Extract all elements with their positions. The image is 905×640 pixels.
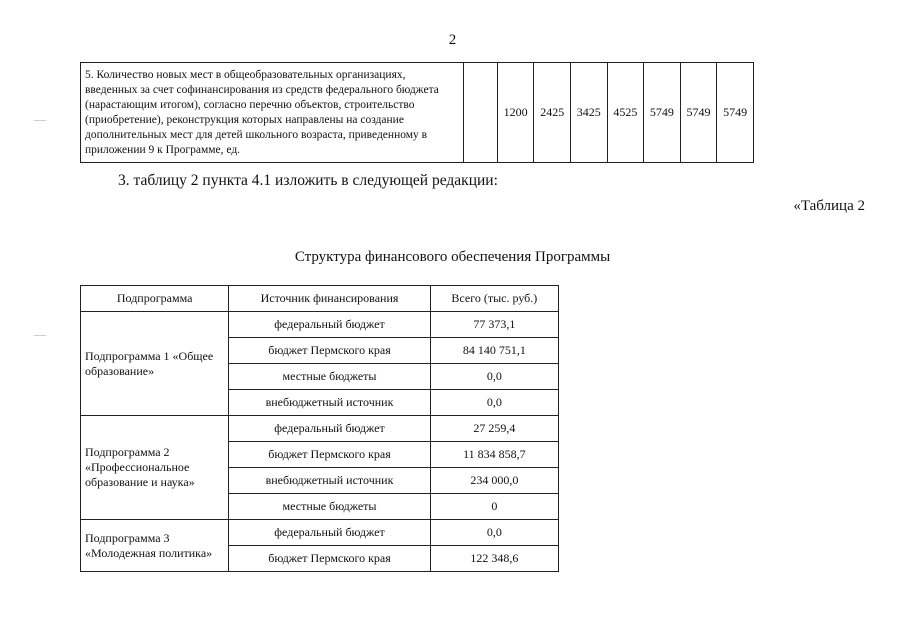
column-header: Подпрограмма: [81, 286, 229, 312]
funding-source: внебюджетный источник: [229, 390, 430, 416]
subprogram-name: Подпрограмма 2 «Профессиональное образование и наука»: [81, 416, 229, 520]
funding-source: федеральный бюджет: [229, 312, 430, 338]
financing-table: [80, 285, 559, 572]
table-row: [81, 520, 559, 546]
indicator-value: 3425: [570, 63, 607, 163]
funding-total: 11 834 858,7: [430, 442, 558, 468]
funding-total: 0,0: [430, 364, 558, 390]
funding-source: местные бюджеты: [229, 494, 430, 520]
column-header: Всего (тыс. руб.): [430, 286, 558, 312]
funding-total: 234 000,0: [430, 468, 558, 494]
indicator-description: 5. Количество новых мест в общеобразовательных организациях, введенных за счет софинансирования из средств федерального бюджета (нарастающим итогом), согласно перечню объектов, строительство (приобретение), реконструкция которых направлены на создание дополнительных мест для детей школьного возраста, приведенному в приложении 9 к Программе, ед.: [81, 63, 464, 163]
funding-total: 0: [430, 494, 558, 520]
funding-total: 0,0: [430, 390, 558, 416]
funding-source: федеральный бюджет: [229, 520, 430, 546]
table-header-row: [81, 286, 559, 312]
table-reference: «Таблица 2: [793, 198, 865, 214]
indicator-value: 5749: [680, 63, 717, 163]
scan-margin-mark: [34, 120, 46, 121]
page-number: 2: [448, 32, 457, 48]
subprogram-name: Подпрограмма 1 «Общее образование»: [81, 312, 229, 416]
table-row: [81, 63, 754, 163]
funding-total: 0,0: [430, 520, 558, 546]
indicator-value: 2425: [534, 63, 571, 163]
indicator-table: [80, 62, 754, 163]
scan-margin-mark: [34, 335, 46, 336]
table-heading: Структура финансового обеспечения Программы: [294, 249, 611, 265]
funding-source: федеральный бюджет: [229, 416, 430, 442]
subprogram-name: Подпрограмма 3 «Молодежная политика»: [81, 520, 229, 572]
funding-total: 84 140 751,1: [430, 338, 558, 364]
indicator-value: 5749: [717, 63, 754, 163]
paragraph-text: 3. таблицу 2 пункта 4.1 изложить в следующей редакции:: [118, 172, 498, 189]
table-row: [81, 416, 559, 442]
table-row: [81, 312, 559, 338]
funding-source: внебюджетный источник: [229, 468, 430, 494]
column-header: Источник финансирования: [229, 286, 430, 312]
funding-total: 122 348,6: [430, 546, 558, 572]
funding-total: 77 373,1: [430, 312, 558, 338]
indicator-value: [463, 63, 497, 163]
funding-total: 27 259,4: [430, 416, 558, 442]
indicator-value: 1200: [497, 63, 534, 163]
funding-source: бюджет Пермского края: [229, 442, 430, 468]
funding-source: бюджет Пермского края: [229, 546, 430, 572]
indicator-value: 4525: [607, 63, 644, 163]
funding-source: местные бюджеты: [229, 364, 430, 390]
funding-source: бюджет Пермского края: [229, 338, 430, 364]
indicator-value: 5749: [644, 63, 681, 163]
